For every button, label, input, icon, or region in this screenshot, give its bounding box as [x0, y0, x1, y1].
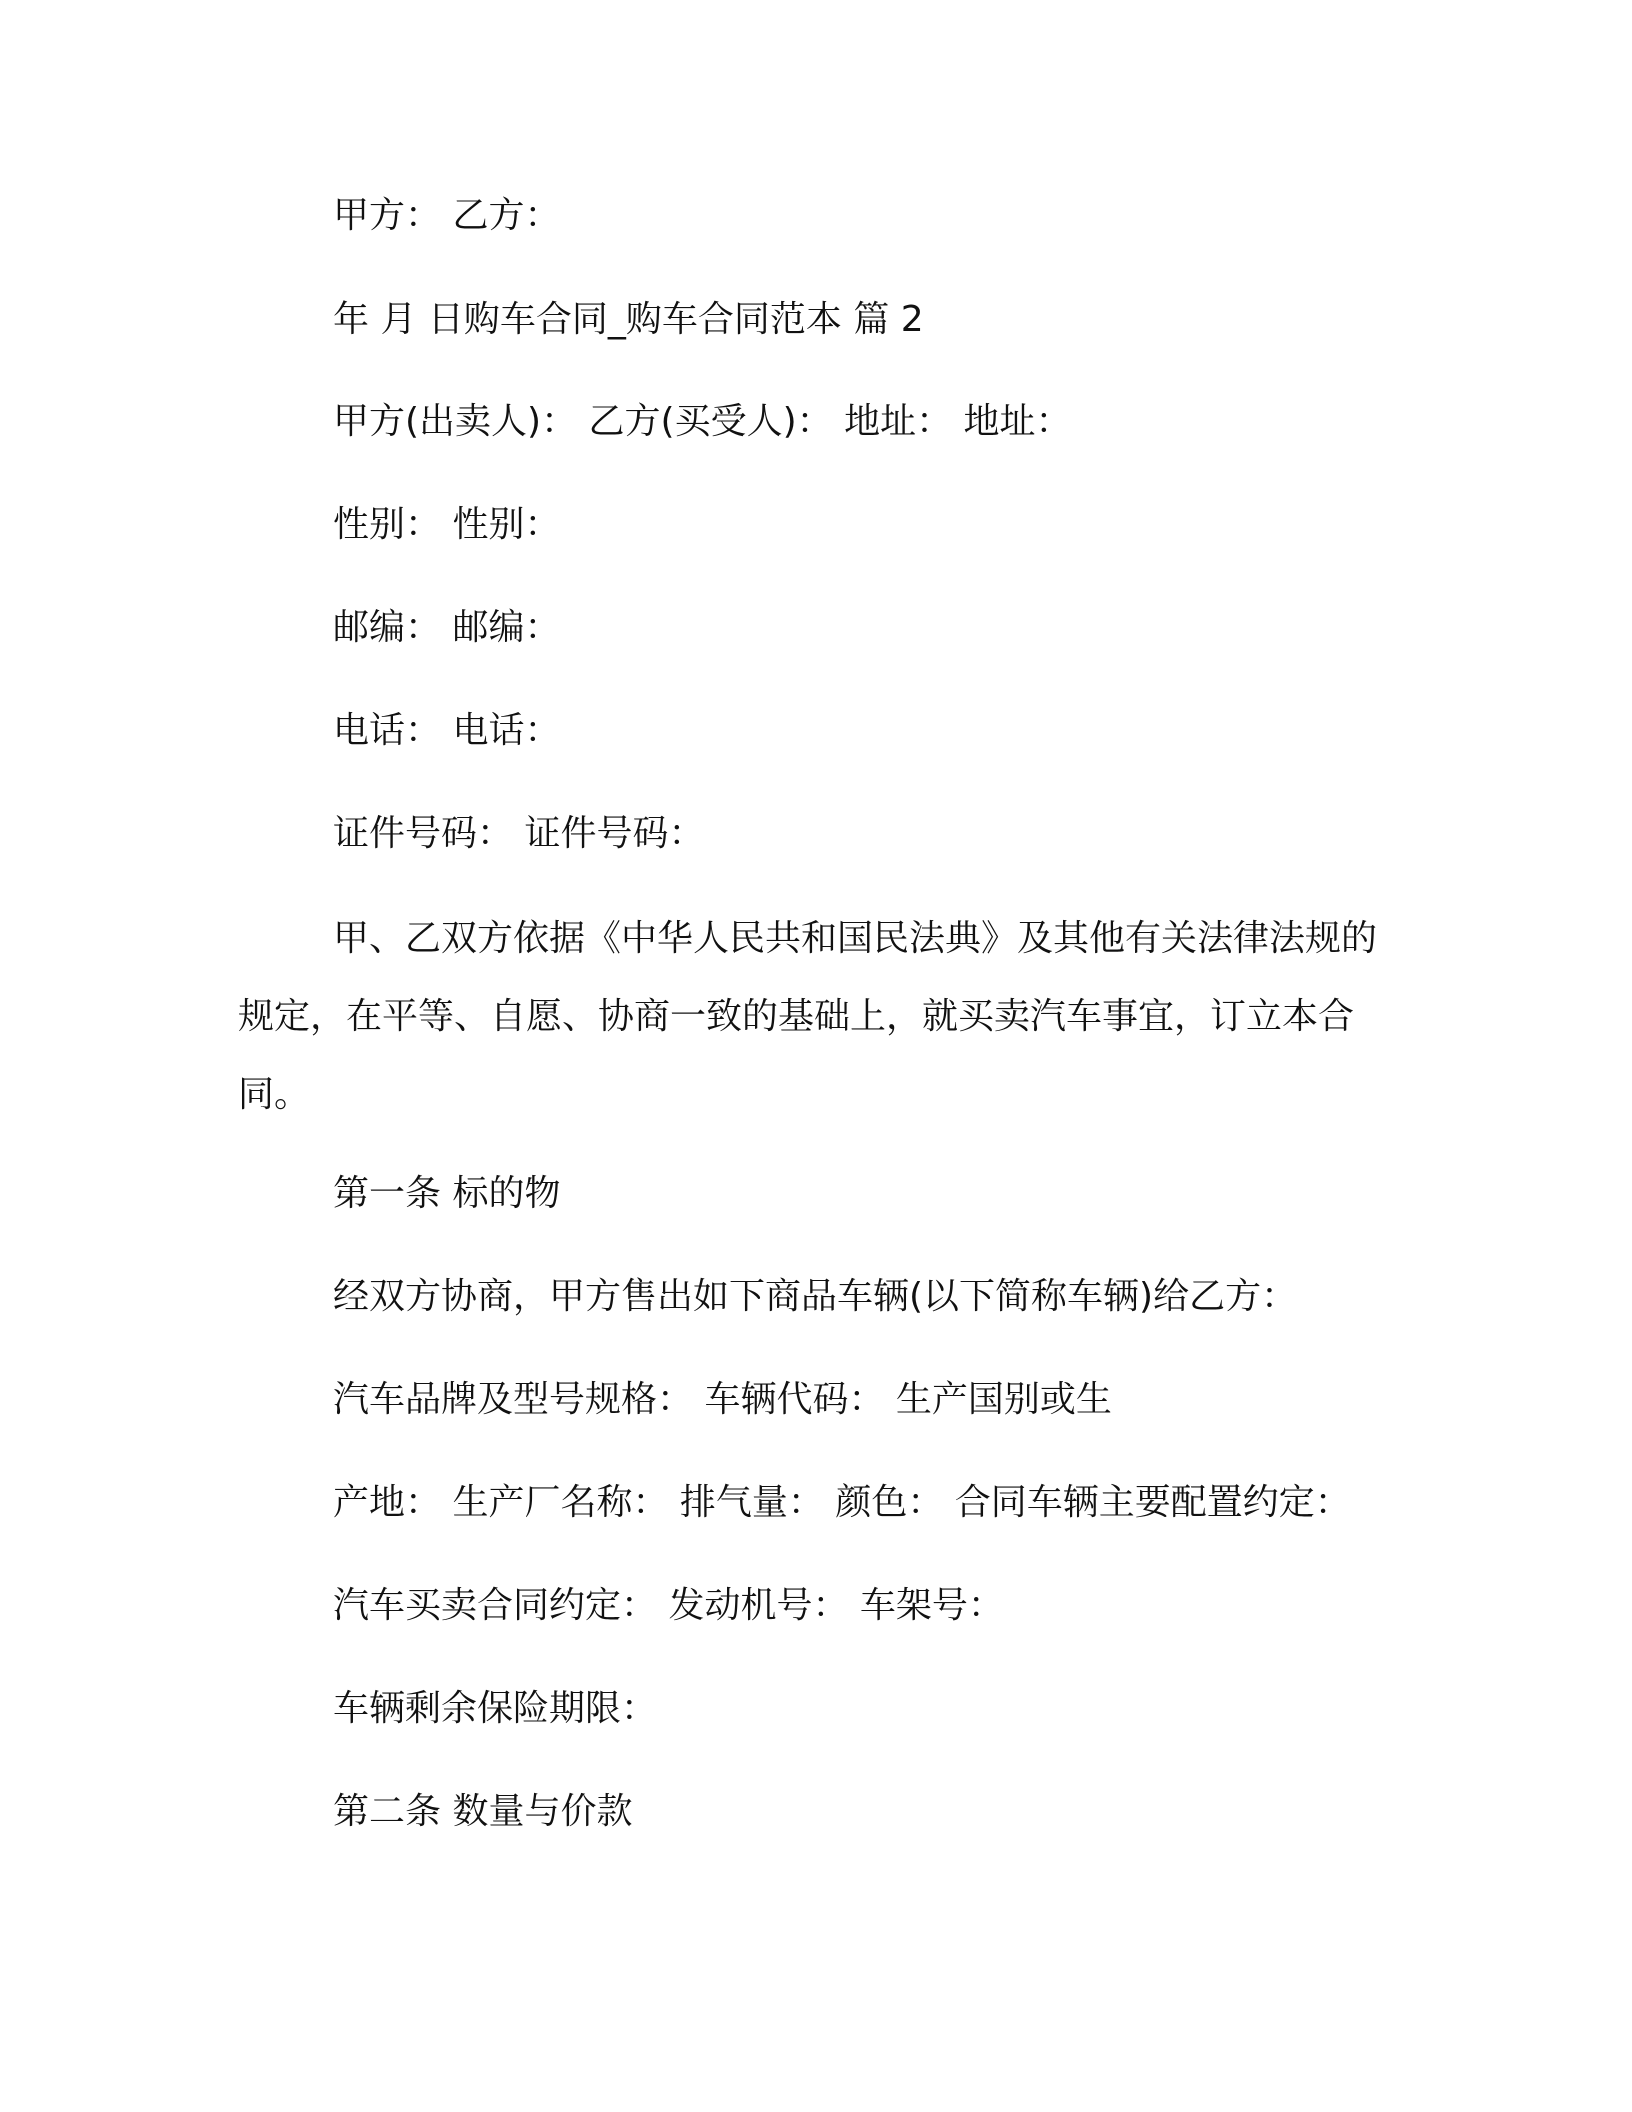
phone-line: 电话： 电话： — [333, 710, 561, 751]
vehicle-sale-line: 经双方协商，甲方售出如下商品车辆(以下简称车辆)给乙方： — [333, 1276, 1298, 1317]
party-address-line: 甲方(出卖人)： 乙方(买受人)： 地址： 地址： — [333, 401, 1072, 442]
vehicle-brand-line: 汽车品牌及型号规格： 车辆代码： 生产国别或生 — [333, 1379, 1112, 1420]
party-line: 甲方： 乙方： — [333, 195, 561, 236]
insurance-line: 车辆剩余保险期限： — [333, 1688, 658, 1729]
article-two-heading: 第二条 数量与价款 — [333, 1791, 633, 1832]
contract-title-line: 年 月 日购车合同_购车合同范本 篇 2 — [333, 299, 924, 340]
id-number-line: 证件号码： 证件号码： — [333, 813, 705, 854]
gender-line: 性别： 性别： — [333, 504, 561, 545]
postcode-line: 邮编： 邮编： — [333, 607, 561, 648]
preamble-paragraph: 甲、乙双方依据《中华人民共和国民法典》及其他有关法律法规的规定，在平等、自愿、协商一致的基础上，就买卖汽车事宜，订立本合同。 — [238, 918, 1378, 1115]
article-one-heading: 第一条 标的物 — [333, 1173, 561, 1214]
vehicle-origin-line: 产地： 生产厂名称： 排气量： 颜色： 合同车辆主要配置约定： — [333, 1482, 1351, 1523]
engine-chassis-line: 汽车买卖合同约定： 发动机号： 车架号： — [333, 1585, 1004, 1626]
